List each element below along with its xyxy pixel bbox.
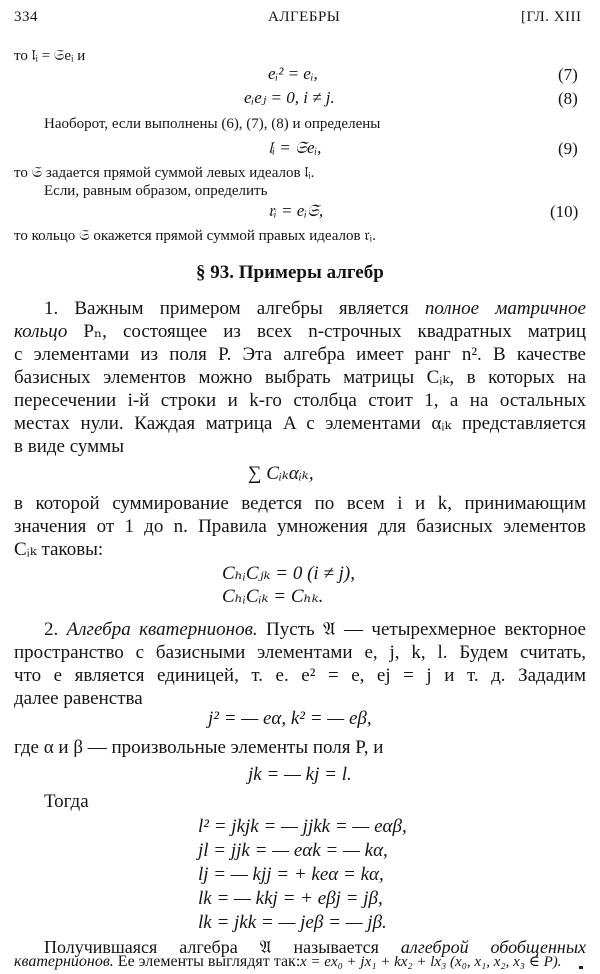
p2-line-3: что e является единицей, т. е. e² = e, ej = j и т. д. Зададим <box>14 665 586 686</box>
product-eq-3: lj = — kjj = + keα = kα, <box>198 864 384 885</box>
multiplication-rule-2: CₕᵢCᵢₖ = Cₕₖ. <box>222 586 324 607</box>
p2-line-2: пространство с базисными элементами e, j, k, l. Будем считать, <box>14 642 586 663</box>
p1-line-8: в которой суммирование ведется по всем i и k, принимающим <box>14 493 586 514</box>
p2-line-5: где α и β — произвольные элементы поля P, и <box>14 737 384 758</box>
p3-line-1: Получившаяся алгебра 𝔄 называется алгеброй обобщенных <box>44 937 586 957</box>
section-title: § 93. Примеры алгебр <box>196 262 384 283</box>
similarly-line: Если, равным образом, определить <box>44 183 268 199</box>
equation-8: eᵢeⱼ = 0, i ≠ j. <box>244 88 335 107</box>
p1-line-6: местах нули. Каждая матрица A с элементами αᵢₖ представляется <box>14 413 586 434</box>
p1-line-7: в виде суммы <box>14 436 124 457</box>
product-eq-2: jl = jjk = — eαk = — kα, <box>198 840 388 861</box>
chapter-label: [ГЛ. XIII <box>521 9 582 25</box>
p1-line-3: с элементами из поля P. Эта алгебра имеет ранг n². В качестве <box>14 344 586 365</box>
product-eq-5: lk = jkk = — jeβ = — jβ. <box>198 912 387 933</box>
equation-9: 𝔩ᵢ = 𝔖eᵢ, <box>268 138 322 157</box>
running-title: АЛГЕБРЫ <box>268 9 341 25</box>
p3-line-2: кватернионов. Ее элементы выглядят так: <box>14 953 301 970</box>
converse-line: Наоборот, если выполнены (6), (7), (8) и определены <box>44 116 381 132</box>
p1-line-5: пересечении i-й строки и k-го столбца стоит 1, а на остальных <box>14 390 586 411</box>
p1-line-1: 1. Важным примером алгебры является полное матричное <box>44 298 586 319</box>
lead-line: то 𝔩ᵢ = 𝔖eᵢ и <box>14 48 86 64</box>
p1-line-10: Cᵢₖ таковы: <box>14 539 104 560</box>
multiplication-rule-1: CₕᵢCⱼₖ = 0 (i ≠ j), <box>222 563 355 584</box>
final-element-formula: x = ex₀ + jx₁ + kx₂ + lx₃ (x₀, x₁, x₂, x₃ ∈ P). <box>300 954 562 970</box>
equation-9-number: (9) <box>558 139 578 158</box>
equation-7: eᵢ² = eᵢ, <box>268 64 318 83</box>
sum-formula: ∑ Cᵢₖαᵢₖ, <box>248 463 314 484</box>
p1-line-4: базисных элементов можно выбрать матрицы Cᵢₖ, в которых на <box>14 367 586 388</box>
product-eq-4: lk = — kkj = + eβj = jβ, <box>198 888 383 909</box>
page-number: 334 <box>14 9 38 25</box>
scan-speck <box>579 966 583 969</box>
left-sum-line: то 𝔖 задается прямой суммой левых идеалов 𝔩ᵢ. <box>14 165 315 181</box>
equation-10-number: (10) <box>550 202 579 221</box>
p2-line-1: 2. Алгебра кватернионов. Пусть 𝔄 — четырехмерное векторное <box>44 619 586 640</box>
quaternion-squares: j² = — eα, k² = — eβ, <box>208 708 372 729</box>
right-sum-line: то кольцо 𝔖 окажется прямой суммой правых идеалов 𝔯ᵢ. <box>14 228 376 244</box>
equation-10: 𝔯ᵢ = eᵢ𝔖, <box>268 201 324 220</box>
p1-line-9: значения от 1 до n. Правила умножения для базисных элементов <box>14 516 586 537</box>
p2-line-4: далее равенства <box>14 688 143 709</box>
equation-7-number: (7) <box>558 65 578 84</box>
equation-8-number: (8) <box>558 89 578 108</box>
then-word: Тогда <box>44 791 89 812</box>
product-jk: jk = — kj = l. <box>248 764 352 785</box>
p1-line-2: кольцо Pₙ, состоящее из всех n-строчных квадратных матриц <box>14 321 586 342</box>
product-eq-1: l² = jkjk = — jjkk = — eαβ, <box>198 816 407 837</box>
